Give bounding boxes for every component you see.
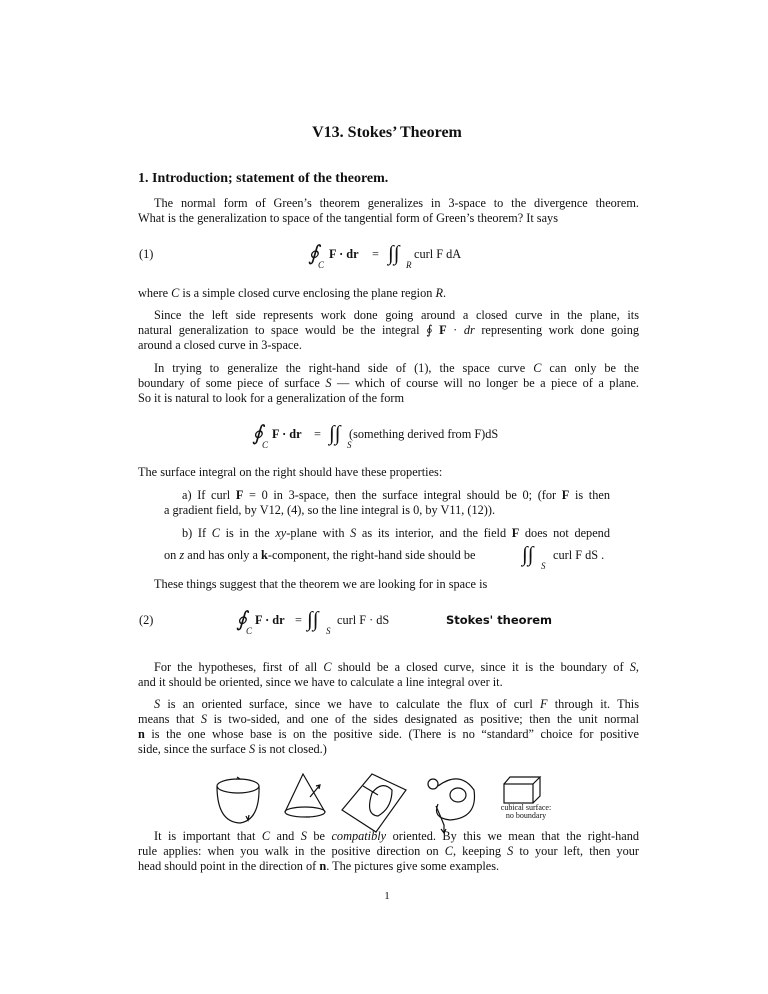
text-run: is then: [569, 488, 610, 502]
math-symbol: C: [444, 844, 453, 858]
text-run: where: [138, 286, 172, 300]
text-run: is the one whose base is on the positive side. (There is no “standard” choice for positive: [144, 727, 639, 741]
text-run: .: [442, 286, 447, 300]
text-run: Since the left side represents work done going around a closed curve in the plane, its: [154, 308, 639, 322]
rhs: curl F · dS: [337, 613, 390, 627]
bold-text: F: [511, 526, 520, 540]
text-run: a) If curl: [182, 488, 236, 502]
text-run: These things suggest that the theorem we are looking for in space is: [154, 577, 488, 591]
math-symbol: z: [179, 548, 185, 562]
text-run: is in the: [219, 526, 276, 540]
subscript: S: [326, 626, 331, 636]
text-run: boundary of some piece of surface: [138, 376, 326, 390]
lhs: F · dr: [255, 613, 285, 627]
text-run: around a closed curve in 3-space.: [138, 338, 302, 352]
text-run: natural generalization to space would be the integral ∮: [138, 323, 440, 337]
double-integral-sign: ∫∫: [307, 607, 319, 631]
text-run: through it. This: [547, 697, 639, 711]
lhs: F · dr: [329, 247, 359, 261]
section-heading: 1. Introduction; statement of the theorem.: [138, 171, 389, 186]
text-run: is a simple closed curve enclosing the plane region: [179, 286, 436, 300]
subscript: C: [262, 440, 269, 450]
bold-text: F: [439, 323, 447, 337]
text-run: and: [270, 829, 301, 843]
math-symbol: xy: [275, 526, 287, 540]
cone-figure: [285, 774, 325, 817]
bold-text: n: [138, 727, 145, 741]
text-run: ·: [446, 323, 464, 337]
math-symbol: C: [171, 286, 180, 300]
math-symbol: S: [200, 712, 208, 726]
text-run: The surface integral on the right should have these properties:: [138, 465, 443, 479]
lhs: F · dr: [272, 427, 302, 441]
text-run: on: [164, 548, 180, 562]
text-run: side, since the surface: [138, 742, 249, 756]
math-symbol: S: [248, 742, 256, 756]
text-run: . The pictures give some examples.: [326, 859, 500, 873]
subscript: R: [406, 260, 412, 270]
math-symbol: S: [325, 376, 332, 390]
theorem-name: Stokes' theorem: [446, 613, 553, 627]
math-symbol: C: [211, 526, 220, 540]
text-run: -component, the right-hand side should be: [267, 548, 476, 562]
contour-integral-sign: ∮: [308, 241, 319, 265]
math-symbol: S: [350, 526, 357, 540]
math-symbol: R: [435, 286, 443, 300]
equals: =: [295, 613, 302, 627]
text-run: and it should be oriented, since we have to calculate a line integral over it.: [138, 675, 503, 689]
text-run: be: [306, 829, 332, 843]
math-symbol: S: [507, 844, 514, 858]
contour-integral-sign: ∮: [236, 607, 247, 631]
paragraph-line: [138, 844, 639, 859]
text-run: is not closed.): [255, 742, 327, 756]
rhs: (something derived from F)dS: [349, 427, 499, 441]
text-run: oriented. By this we mean that the right-hand: [386, 829, 640, 843]
subscript: S: [347, 440, 352, 450]
hemisphere-figure: [217, 777, 259, 823]
figure-caption-line: cubical surface:: [500, 803, 552, 812]
torus-figure: [428, 779, 475, 833]
math-symbol: S: [300, 829, 307, 843]
bold-text: F: [561, 488, 570, 502]
text-run: is an oriented surface, since we have to calculate the flux of curl: [160, 697, 541, 711]
text-run: -plane with: [286, 526, 351, 540]
text-run: head should point in the direction of: [138, 859, 320, 873]
equals: =: [372, 247, 379, 261]
math-symbol: S: [629, 660, 636, 674]
math-symbol: compatibly: [331, 829, 387, 843]
double-integral-sign: ∫∫: [522, 542, 534, 566]
subscript: S: [541, 561, 546, 571]
text-run: For the hypotheses, first of all: [154, 660, 324, 674]
text-run: can only be the: [541, 361, 639, 375]
math-symbol: S: [154, 697, 161, 711]
equation-label: (1): [139, 247, 154, 261]
text-run: rule applies: when you walk in the positive direction on: [138, 844, 445, 858]
math-symbol: F: [540, 697, 548, 711]
subscript: C: [246, 626, 253, 636]
text-run: representing work done going: [474, 323, 639, 337]
text-run: does not depend: [519, 526, 610, 540]
text-run: — which of course will no longer be a piece of a plane.: [331, 376, 639, 390]
math-symbol: C: [533, 361, 542, 375]
text-run: and has only a: [184, 548, 262, 562]
text-run: is two-sided, and one of the sides designated as positive; then the unit normal: [207, 712, 639, 726]
text-run: to your left, then your: [513, 844, 640, 858]
text-run: What is the generalization to space of the tangential form of Green’s theorem? It says: [138, 211, 558, 225]
math-symbol: C: [261, 829, 271, 843]
page-number: 1: [384, 890, 390, 902]
text-run: should be a closed curve, since it is the boundary of: [331, 660, 630, 674]
cube-figure: [504, 777, 540, 803]
bold-text: k: [261, 548, 268, 562]
bold-text: n: [319, 859, 327, 873]
subscript: C: [318, 260, 325, 270]
page-title: V13. Stokes’ Theorem: [312, 124, 462, 141]
text-run: as its interior, and the field: [356, 526, 512, 540]
paragraph-line: [138, 859, 639, 874]
text-run: a gradient field, by V12, (4), so the line integral is 0, by V11, (12)).: [164, 503, 496, 517]
text-run: means that: [138, 712, 201, 726]
math-symbol: C: [323, 660, 332, 674]
text-run: So it is natural to look for a generalization of the form: [138, 391, 405, 405]
contour-integral-sign: ∮: [252, 421, 263, 445]
equals: =: [314, 427, 321, 441]
paragraph-line: [154, 829, 639, 844]
figure-caption-line: no boundary: [505, 811, 547, 820]
text-run: , keeping: [452, 844, 508, 858]
integrand: curl F dS .: [553, 548, 605, 562]
text-run: ,: [635, 660, 639, 674]
equation-label: (2): [139, 613, 154, 627]
text-run: In trying to generalize the right-hand side of (1), the space curve: [154, 361, 534, 375]
tilted-plane-figure: [342, 774, 406, 832]
text-run: = 0 in 3-space, then the surface integral should be 0; (for: [243, 488, 562, 502]
rhs: curl F dA: [414, 247, 462, 261]
text-run: b) If: [182, 526, 212, 540]
text-run: It is important that: [154, 829, 262, 843]
double-integral-sign: ∫∫: [329, 421, 341, 445]
double-integral-sign: ∫∫: [388, 241, 400, 265]
text-run: The normal form of Green’s theorem generalizes in 3-space to the divergence theorem.: [154, 196, 639, 210]
bold-text: F: [235, 488, 244, 502]
math-symbol: dr: [463, 323, 475, 337]
